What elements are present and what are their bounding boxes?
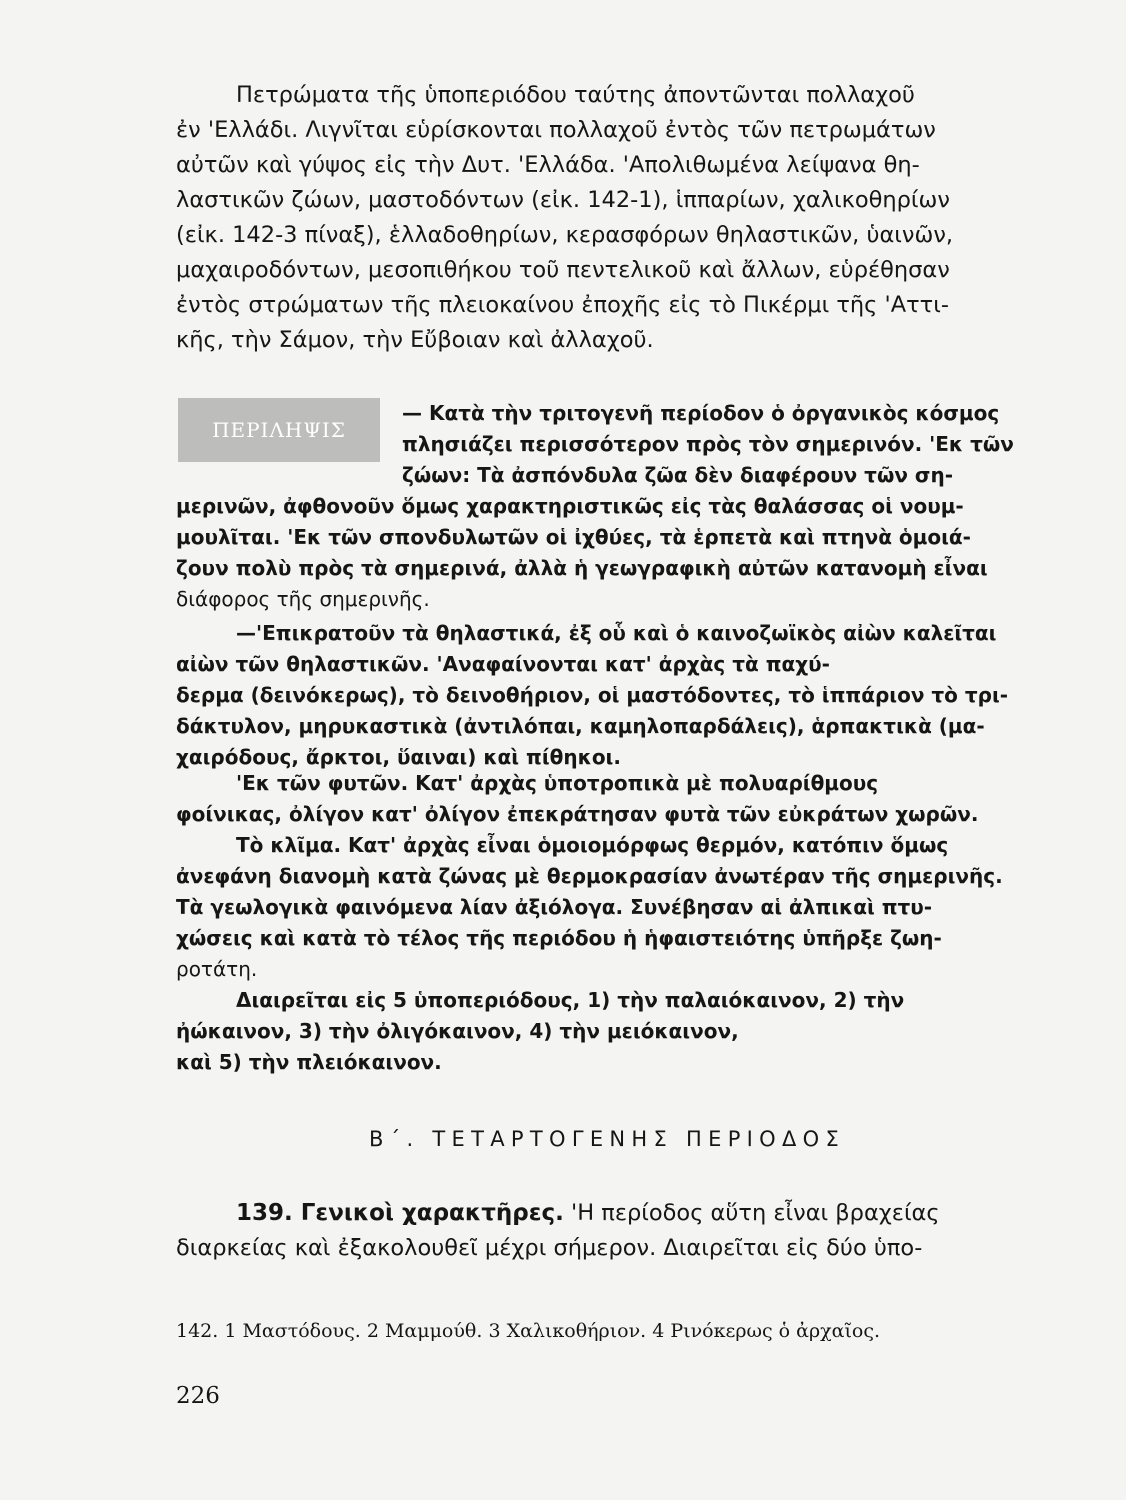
summary-line: διάφορος τῆς σημερινῆς.: [176, 587, 430, 611]
summary-label-box: [178, 398, 380, 462]
plants-paragraph: [176, 768, 1038, 830]
summary-line: μερινῶν, ἀφθονοῦν ὅμως χαρακτηριστικῶς εἰς τὰς θαλάσσας οἱ νουμ-: [176, 494, 964, 518]
summary-first-lines: [402, 398, 1038, 491]
article-line: [176, 1196, 1038, 1231]
mammals-paragraph: [176, 618, 1038, 773]
intro-line: λαστικῶν ζώων, μαστοδόντων (εἰκ. 142-1), ἱππαρίων, χαλικοθηρίων: [176, 187, 950, 213]
article-line: διαρκείας καὶ ἐξακολουθεῖ μέχρι σήμερον. Διαιρεῖται εἰς δύο ὑπο-: [176, 1235, 923, 1261]
intro-line: (εἰκ. 142-3 πίναξ), ἑλλαδοθηρίων, κερασφόρων θηλαστικῶν, ὑαινῶν,: [176, 222, 954, 248]
page-number: 226: [176, 1383, 220, 1409]
article-139: [176, 1196, 1038, 1266]
intro-line: αὐτῶν καὶ γύψος εἰς τὴν Δυτ. 'Ελλάδα. 'Απολιθωμένα λείψανα θη-: [176, 152, 920, 178]
summary-continuation: [176, 491, 1038, 615]
mammals-line: —'Επικρατοῦν τὰ θηλαστικά, ἐξ οὗ καὶ ὁ καινοζωϊκὸς αἰὼν καλεῖται: [236, 621, 997, 645]
mammals-line: δερμα (δεινόκερως), τὸ δεινοθήριον, οἱ μαστόδοντες, τὸ ἱππάριον τὸ τρι-: [176, 683, 1009, 707]
climate-line: Τὸ κλῖμα. Κατ' ἀρχὰς εἶναι ὁμοιομόρφως θερμόν, κατόπιν ὅμως: [236, 833, 949, 857]
mammals-line: αἰὼν τῶν θηλαστικῶν. 'Αναφαίνονται κατ' ἀρχὰς τὰ παχύ-: [176, 652, 830, 676]
climate-paragraph: [176, 830, 1038, 985]
section-heading: Β΄. ΤΕΤΑΡΤΟΓΕΝΗΣ ΠΕΡΙΟΔΟΣ: [368, 1127, 846, 1151]
division-paragraph: [176, 985, 1038, 1078]
intro-line: μαχαιροδόντων, μεσοπιθήκου τοῦ πεντελικοῦ καὶ ἄλλων, εὑρέθησαν: [176, 257, 950, 283]
division-line: ἠώκαινον, 3) τὴν ὀλιγόκαινον, 4) τὴν μειόκαινον,: [176, 1019, 739, 1043]
article-line-rest: 'Η περίοδος αὕτη εἶναι βραχείας: [563, 1200, 940, 1226]
summary-line: ζώων: Τὰ ἀσπόνδυλα ζῶα δὲν διαφέρουν τῶν ση-: [402, 463, 954, 487]
intro-line: κῆς, τὴν Σάμον, τὴν Εὔβοιαν καὶ ἀλλαχοῦ.: [176, 327, 654, 353]
figure-footnote: 142. 1 Μαστόδους. 2 Μαμμούθ. 3 Χαλικοθήριον. 4 Ρινόκερως ὁ ἀρχαῖος.: [176, 1320, 881, 1342]
summary-label: ΠΕΡΙΛΗΨΙΣ: [212, 418, 346, 442]
intro-line: ἐντὸς στρώματων τῆς πλειοκαίνου ἐποχῆς εἰς τὸ Πικέρμι τῆς 'Αττι-: [176, 292, 949, 318]
summary-line: μουλῖται. 'Εκ τῶν σπονδυλωτῶν οἱ ἰχθύες, τὰ ἑρπετὰ καὶ πτηνὰ ὁμοιά-: [176, 525, 971, 549]
plants-line: 'Εκ τῶν φυτῶν. Κατ' ἀρχὰς ὑποτροπικὰ μὲ πολυαρίθμους: [236, 771, 879, 795]
division-line: Διαιρεῖται εἰς 5 ὑποπεριόδους, 1) τὴν παλαιόκαινον, 2) τὴν: [236, 988, 905, 1012]
intro-line: Πετρώματα τῆς ὑποπεριόδου ταύτης ἀποντῶνται πολλαχοῦ: [236, 82, 915, 108]
summary-line: ζουν πολὺ πρὸς τὰ σημερινά, ἀλλὰ ἡ γεωγραφικὴ αὐτῶν κατανομὴ εἶναι: [176, 556, 988, 580]
climate-line: χώσεις καὶ κατὰ τὸ τέλος τῆς περιόδου ἡ ἡφαιστειότης ὑπῆρξε ζωη-: [176, 926, 942, 950]
intro-paragraph: [176, 78, 1038, 358]
article-title: 139. Γενικοὶ χαρακτῆρες.: [236, 1200, 564, 1226]
climate-line: ροτάτη.: [176, 957, 258, 981]
climate-line: ἀνεφάνη διανομὴ κατὰ ζώνας μὲ θερμοκρασίαν ἀνωτέραν τῆς σημερινῆς.: [176, 864, 1003, 888]
intro-line: ἐν 'Ελλάδι. Λιγνῖται εὑρίσκονται πολλαχοῦ ἐντὸς τῶν πετρωμάτων: [176, 117, 936, 143]
division-line: καὶ 5) τὴν πλειόκαινον.: [176, 1050, 442, 1074]
mammals-line: δάκτυλον, μηρυκαστικὰ (ἀντιλόπαι, καμηλοπαρδάλεις), ἁρπακτικὰ (μα-: [176, 714, 985, 738]
mammals-line: χαιρόδους, ἄρκτοι, ὕαιναι) καὶ πίθηκοι.: [176, 745, 621, 769]
summary-line: πλησιάζει περισσότερον πρὸς τὸν σημερινόν. 'Εκ τῶν: [402, 432, 1014, 456]
summary-line: — Κατὰ τὴν τριτογενῆ περίοδον ὁ ὀργανικὸς κόσμος: [402, 401, 1000, 425]
climate-line: Τὰ γεωλογικὰ φαινόμενα λίαν ἀξιόλογα. Συνέβησαν αἱ ἀλπικαὶ πτυ-: [176, 895, 933, 919]
plants-line: φοίνικας, ὀλίγον κατ' ὀλίγον ἐπεκράτησαν φυτὰ τῶν εὐκράτων χωρῶν.: [176, 802, 979, 826]
